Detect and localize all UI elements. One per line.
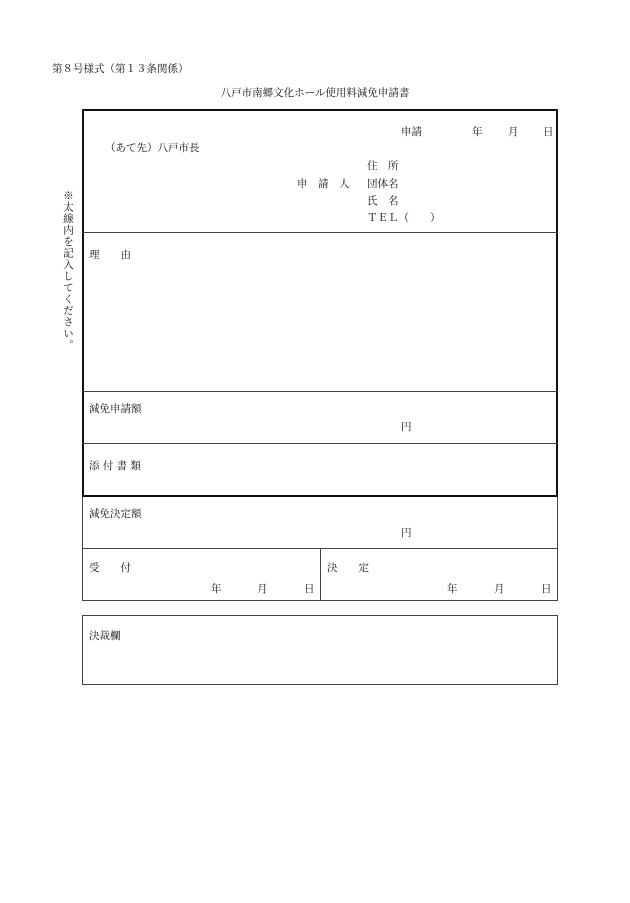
receipt-month[interactable]: 月 [257, 583, 268, 595]
apply-date-label: 申請 [401, 126, 422, 138]
reduction-request-label: 減免申請額 [89, 403, 142, 415]
decision-month[interactable]: 月 [494, 583, 505, 595]
approval-box [82, 615, 558, 685]
reason-label: 理 由 [89, 249, 131, 261]
applicant-label: 申 請 人 [297, 178, 350, 190]
reduction-decision-label: 減免決定額 [89, 508, 142, 520]
side-note: ※太線内を記入してください。 [62, 190, 74, 351]
tel-label[interactable]: ＴＥＬ（ ） [367, 212, 441, 224]
apply-month[interactable]: 月 [508, 126, 519, 138]
divider-reduction-request [82, 391, 558, 392]
receipt-day[interactable]: 日 [304, 583, 315, 595]
address-label[interactable]: 住 所 [367, 160, 399, 172]
decision-label: 決 定 [327, 562, 369, 574]
divider-receipt-decision [320, 548, 321, 601]
decision-day[interactable]: 日 [541, 583, 552, 595]
divider-attachments [82, 443, 558, 444]
document-title: 八戸市南郷文化ホール使用料減免申請書 [220, 87, 410, 99]
approval-label: 決裁欄 [89, 630, 121, 642]
addressee: （あて先）八戸市長 [105, 142, 200, 154]
apply-year[interactable]: 年 [472, 126, 483, 138]
apply-day[interactable]: 日 [543, 126, 554, 138]
receipt-label: 受 付 [89, 562, 131, 574]
organization-label[interactable]: 団体名 [367, 178, 399, 190]
name-label[interactable]: 氏 名 [367, 195, 399, 207]
decision-year[interactable]: 年 [447, 583, 458, 595]
reduction-decision-unit: 円 [401, 527, 412, 539]
receipt-year[interactable]: 年 [211, 583, 222, 595]
divider-reason [82, 232, 558, 233]
reason-field[interactable] [84, 262, 556, 390]
attachments-label: 添 付 書 類 [89, 460, 142, 472]
form-number-label: 第８号様式（第１３条関係） [52, 63, 189, 75]
reduction-request-unit: 円 [401, 421, 412, 433]
